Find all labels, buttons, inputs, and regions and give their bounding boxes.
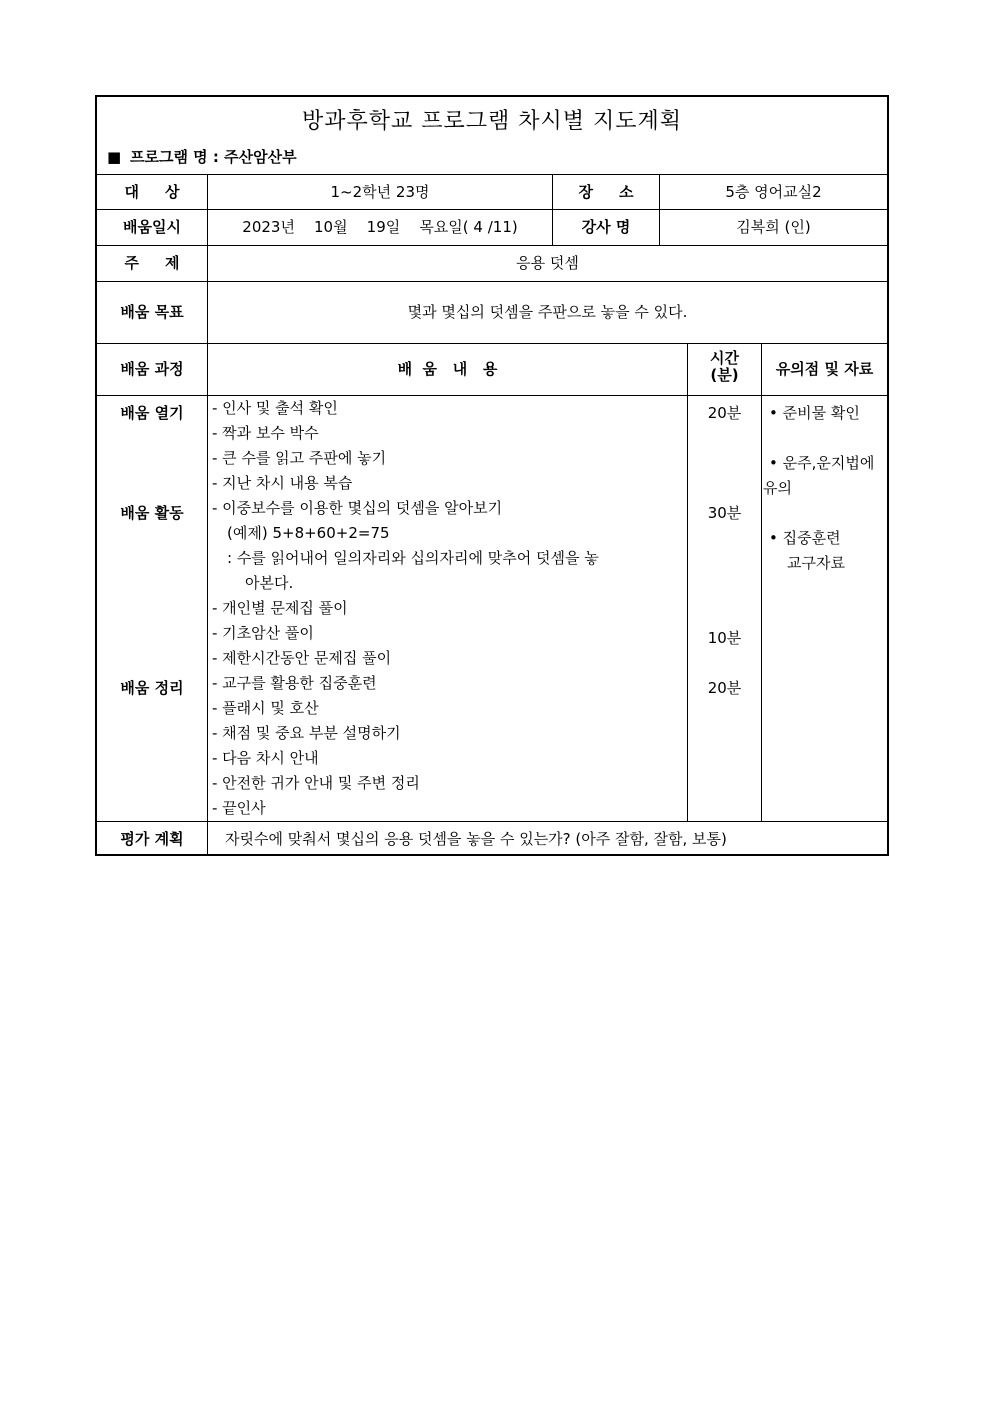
content-line: - 짝과 보수 박수 <box>212 424 319 442</box>
content-line: - 기초암산 풀이 <box>212 624 314 642</box>
evaluation-label: 평가 계획 <box>120 830 184 848</box>
row-divider <box>97 821 887 822</box>
content-line: - 다음 차시 안내 <box>212 749 319 767</box>
note-item: • 집중훈련 <box>769 529 841 547</box>
content-line: 아본다. <box>245 574 294 592</box>
content-line: - 플래시 및 호산 <box>212 699 319 717</box>
program-name: 프로그램 명 : 주산암산부 <box>130 148 297 166</box>
content-line: - 끝인사 <box>212 799 266 817</box>
date-label: 배움일시 <box>123 218 181 236</box>
content-line: - 개인별 문제집 풀이 <box>212 599 348 617</box>
place-label: 장 소 <box>578 183 634 201</box>
row-divider <box>97 343 887 344</box>
row-divider <box>97 174 887 175</box>
goal-value: 몇과 몇십의 덧셈을 주판으로 놓을 수 있다. <box>407 303 688 321</box>
goal-label: 배움 목표 <box>120 303 184 321</box>
time-value: 30분 <box>707 504 742 522</box>
time-value: 10분 <box>707 629 742 647</box>
content-line: - 이중보수를 이용한 몇십의 덧셈을 알아보기 <box>212 499 503 517</box>
date-value: 2023년 10월 19일 목요일( 4 /11) <box>242 218 518 236</box>
note-item: • 운주,운지법에 <box>769 454 875 472</box>
time-value: 20분 <box>707 679 742 697</box>
content-line: - 안전한 귀가 안내 및 주변 정리 <box>212 774 420 792</box>
content-line: - 교구를 활용한 집중훈련 <box>212 674 377 692</box>
content-line: - 제한시간동안 문제집 풀이 <box>212 649 392 667</box>
stage-open: 배움 열기 <box>120 404 184 422</box>
note-item: 교구자료 <box>787 554 845 572</box>
page-title: 방과후학교 프로그램 차시별 지도계획 <box>301 109 682 134</box>
stage-activity: 배움 활동 <box>120 504 184 522</box>
teacher-label: 강사 명 <box>581 218 631 236</box>
teacher-value: 김복희 (인) <box>736 218 811 236</box>
stage-wrap: 배움 정리 <box>120 679 184 697</box>
place-value: 5층 영어교실2 <box>725 183 822 201</box>
lesson-plan-table <box>95 95 889 856</box>
row-divider <box>97 395 887 396</box>
column-divider <box>207 174 208 855</box>
content-line: : 수를 읽어내어 일의자리와 십의자리에 맞추어 덧셈을 놓 <box>227 549 599 567</box>
time-header-line1: 시간 <box>710 349 739 367</box>
notes-header: 유의점 및 자료 <box>775 360 874 378</box>
program-marker: ■ <box>107 148 122 166</box>
topic-label: 주 제 <box>124 254 180 272</box>
note-item: 유의 <box>763 479 792 497</box>
row-divider <box>97 245 887 246</box>
content-line: - 지난 차시 내용 복습 <box>212 474 353 492</box>
content-line: - 채점 및 중요 부분 설명하기 <box>212 724 401 742</box>
target-label: 대 상 <box>124 183 180 201</box>
time-header-line2: (분) <box>710 366 739 384</box>
content-line: - 인사 및 출석 확인 <box>212 399 338 417</box>
content-line: (예제) 5+8+60+2=75 <box>227 524 390 542</box>
row-divider <box>97 281 887 282</box>
target-value: 1~2학년 23명 <box>330 183 430 201</box>
stage-header: 배움 과정 <box>120 360 184 378</box>
column-divider <box>761 343 762 821</box>
row-divider <box>97 209 887 210</box>
note-item: • 준비물 확인 <box>769 404 860 422</box>
content-line: - 큰 수를 읽고 주판에 놓기 <box>212 449 387 467</box>
topic-value: 응용 덧셈 <box>516 254 579 272</box>
evaluation-value: 자릿수에 맞춰서 몇십의 응용 덧셈을 놓을 수 있는가? (아주 잘함, 잘함, 보통) <box>225 830 727 848</box>
content-header: 배 움 내 용 <box>397 360 498 378</box>
time-value: 20분 <box>707 404 742 422</box>
